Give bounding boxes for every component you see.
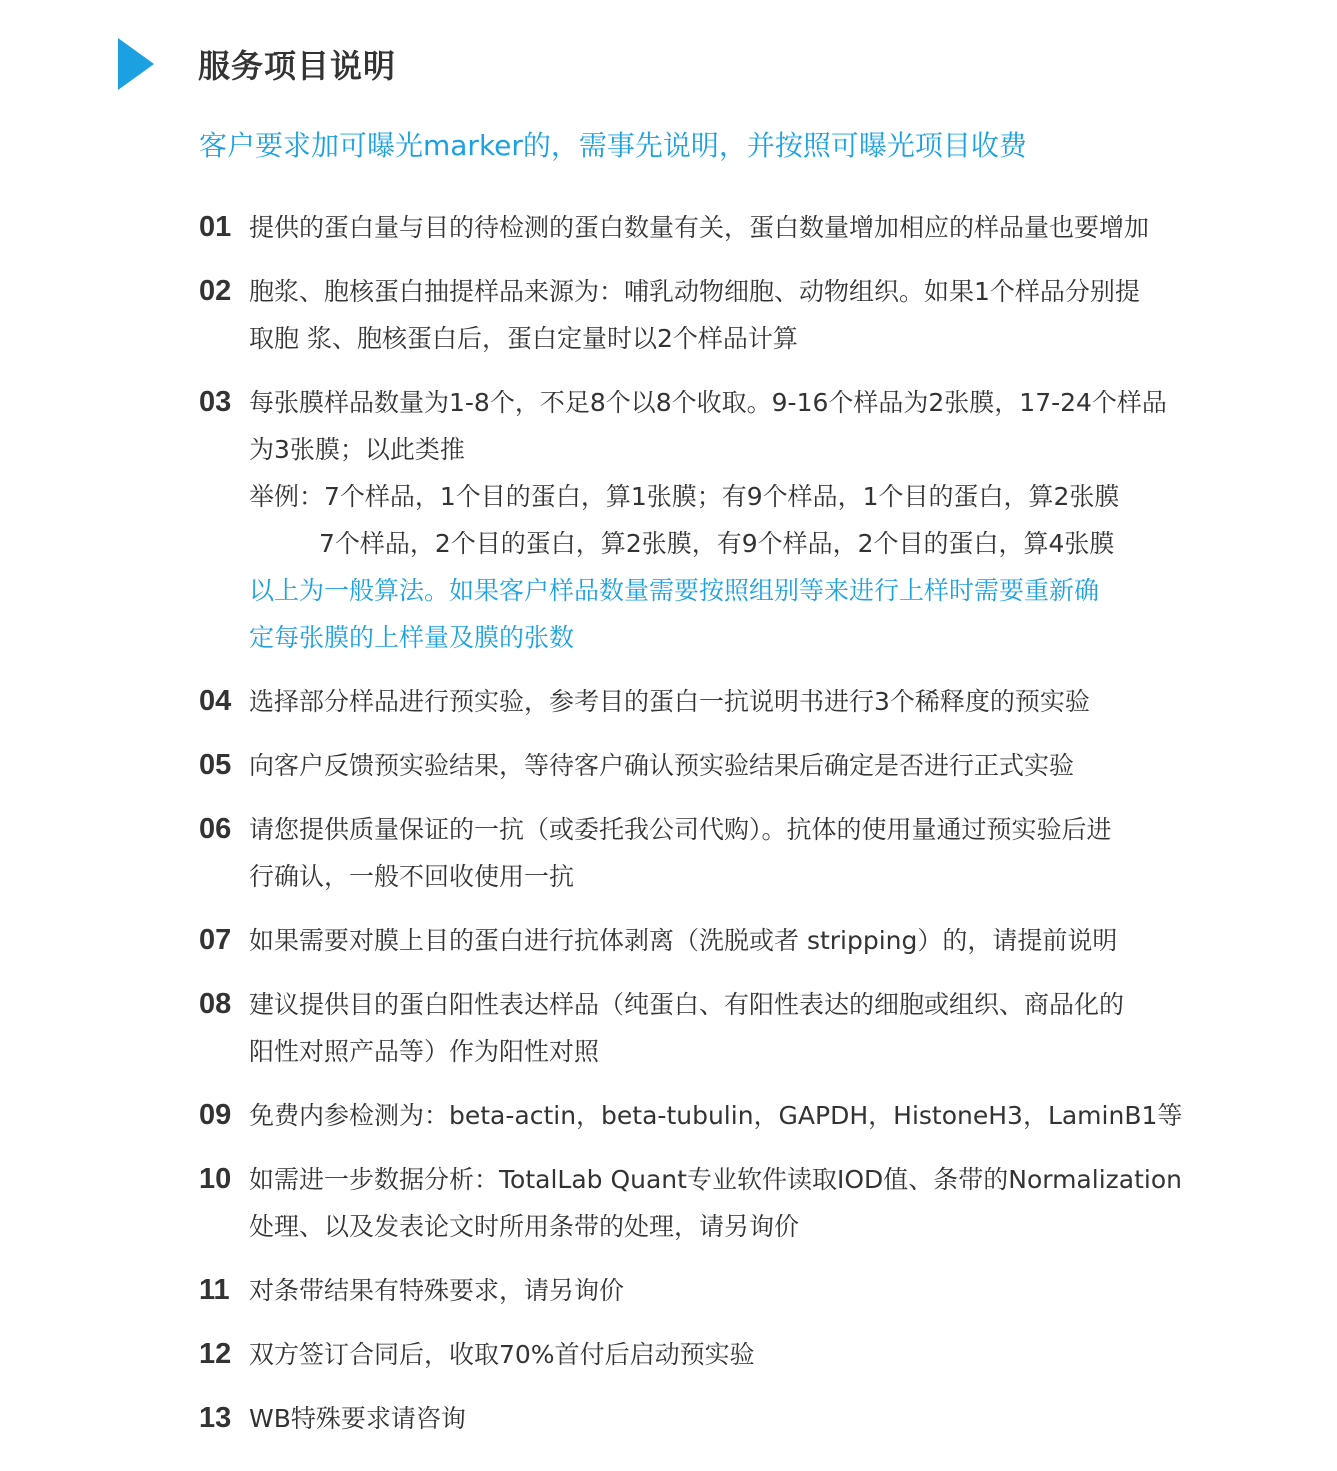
item-text: 建议提供目的蛋白阳性表达样品（纯蛋白、有阳性表达的细胞或组织、商品化的: [249, 990, 1125, 1019]
item-text: 为3张膜；以此类推: [249, 435, 465, 464]
item-text: 阳性对照产品等）作为阳性对照: [249, 1037, 600, 1066]
item-text: 胞浆、胞核蛋白抽提样品来源为：哺乳动物细胞、动物组织。如果1个样品分别提: [249, 277, 1140, 306]
item-number: 11: [199, 1274, 230, 1306]
page-title: 服务项目说明: [198, 47, 397, 85]
item-text: 向客户反馈预实验结果，等待客户确认预实验结果后确定是否进行正式实验: [249, 751, 1075, 780]
example-text: 7个样品，2个目的蛋白，算2张膜，有9个样品，2个目的蛋白，算4张膜: [319, 529, 1115, 558]
item-number: 10: [199, 1163, 232, 1195]
item-text: 提供的蛋白量与目的待检测的蛋白数量有关，蛋白数量增加相应的样品量也要增加: [249, 213, 1150, 242]
list-item: [199, 204, 1319, 251]
item-text: 请您提供质量保证的一抗（或委托我公司代购）。抗体的使用量通过预实验后进: [249, 815, 1112, 844]
item-text: 取胞 浆、胞核蛋白后，蛋白定量时以2个样品计算: [249, 324, 798, 353]
item-text: 免费内参检测为：beta-actin，beta-tubulin，GAPDH，HistoneH3，LaminB1等: [249, 1101, 1183, 1130]
item-number: 05: [199, 749, 232, 781]
item-number: 09: [199, 1099, 232, 1131]
item-text: 如需进一步数据分析：TotalLab Quant专业软件读取IOD值、条带的Normalization: [249, 1165, 1182, 1194]
highlight-note: 定每张膜的上样量及膜的张数: [249, 623, 575, 652]
item-text: 选择部分样品进行预实验，参考目的蛋白一抗说明书进行3个稀释度的预实验: [249, 687, 1090, 716]
item-number: 01: [199, 211, 232, 243]
item-text: 每张膜样品数量为1-8个，不足8个以8个收取。9-16个样品为2张膜，17-24个样品: [249, 388, 1167, 417]
list-item: [199, 1395, 1319, 1442]
example-text: 举例：7个样品，1个目的蛋白，算1张膜；有9个样品，1个目的蛋白，算2张膜: [249, 482, 1120, 511]
item-number: 12: [199, 1338, 232, 1370]
play-triangle-icon: [118, 38, 154, 90]
item-number: 07: [199, 924, 232, 956]
service-list: [199, 204, 1319, 1459]
item-number: 03: [199, 386, 232, 418]
item-number: 02: [199, 275, 232, 307]
list-item: [199, 742, 1319, 789]
item-number: 06: [199, 813, 232, 845]
section-header: [118, 36, 396, 92]
item-number: 08: [199, 988, 232, 1020]
item-text: 如果需要对膜上目的蛋白进行抗体剥离（洗脱或者 stripping）的，请提前说明: [249, 926, 1118, 955]
list-item: [199, 1331, 1319, 1378]
marker-notice: 客户要求加可曝光marker的，需事先说明，并按照可曝光项目收费: [199, 129, 1027, 162]
list-item: [199, 806, 1319, 900]
list-item: [199, 379, 1319, 661]
item-number: 13: [199, 1402, 232, 1434]
item-number: 04: [199, 685, 232, 717]
item-text: 对条带结果有特殊要求，请另询价: [249, 1276, 625, 1305]
item-text: WB特殊要求请咨询: [249, 1404, 466, 1433]
item-text: 行确认，一般不回收使用一抗: [249, 862, 575, 891]
highlight-note: 以上为一般算法。如果客户样品数量需要按照组别等来进行上样时需要重新确: [249, 576, 1100, 605]
item-text: 处理、以及发表论文时所用条带的处理，请另询价: [249, 1212, 800, 1241]
list-item: [199, 678, 1319, 725]
item-text: 双方签订合同后，收取70%首付后启动预实验: [249, 1340, 755, 1369]
list-item: [199, 981, 1319, 1075]
list-item: [199, 1156, 1319, 1250]
list-item: [199, 1092, 1319, 1139]
list-item: [199, 1267, 1319, 1314]
list-item: [199, 917, 1319, 964]
list-item: [199, 268, 1319, 362]
